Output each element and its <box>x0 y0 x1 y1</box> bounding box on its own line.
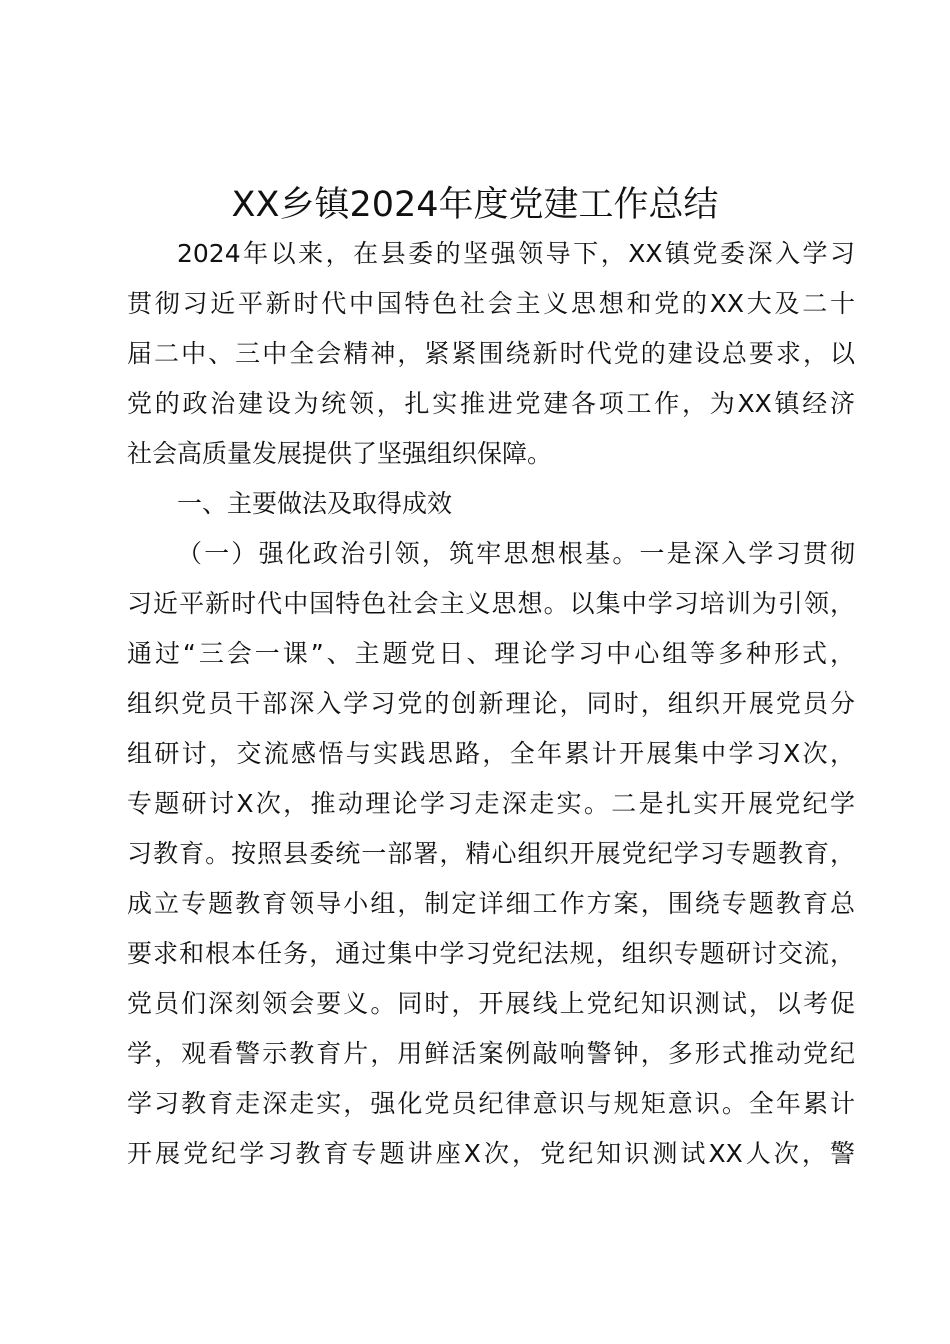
body-line: 习教育。按照县委统一部署，精心组织开展党纪学习专题教育， <box>127 839 855 868</box>
body-line: 届二中、三中全会精神，紧紧围绕新时代党的建设总要求，以 <box>127 339 855 368</box>
body-line: 成立专题教育领导小组，制定详细工作方案，围绕专题教育总 <box>127 889 855 918</box>
document-body <box>127 229 855 1179</box>
body-line: 学习教育走深走实，强化党员纪律意识与规矩意识。全年累计 <box>127 1089 855 1118</box>
body-line: 一、主要做法及取得成效 <box>177 489 453 518</box>
body-line: 贯彻习近平新时代中国特色社会主义思想和党的XX大及二十 <box>127 289 855 318</box>
body-line: 通过“三会一课”、主题党日、理论学习中心组等多种形式， <box>127 639 855 668</box>
body-line: （一）强化政治引领，筑牢思想根基。一是深入学习贯彻 <box>177 539 855 568</box>
body-line: 要求和根本任务，通过集中学习党纪法规，组织专题研讨交流， <box>127 939 855 968</box>
body-line: 开展党纪学习教育专题讲座X次，党纪知识测试XX人次，警 <box>127 1139 855 1168</box>
body-line: 学，观看警示教育片，用鲜活案例敲响警钟，多形式推动党纪 <box>127 1039 855 1068</box>
body-line: 专题研讨X次，推动理论学习走深走实。二是扎实开展党纪学 <box>127 789 855 818</box>
body-line: 习近平新时代中国特色社会主义思想。以集中学习培训为引领， <box>127 589 855 618</box>
body-line: 组研讨，交流感悟与实践思路，全年累计开展集中学习X次， <box>127 739 855 768</box>
body-line: 2024年以来，在县委的坚强领导下，XX镇党委深入学习 <box>177 239 855 268</box>
body-line: 党员们深刻领会要义。同时，开展线上党纪知识测试，以考促 <box>127 989 855 1018</box>
body-line: 组织党员干部深入学习党的创新理论，同时，组织开展党员分 <box>127 689 855 718</box>
body-line: 社会高质量发展提供了坚强组织保障。 <box>127 439 553 468</box>
body-line: 党的政治建设为统领，扎实推进党建各项工作，为XX镇经济 <box>127 389 855 418</box>
document-title: XX乡镇2024年度党建工作总结 <box>231 185 719 225</box>
